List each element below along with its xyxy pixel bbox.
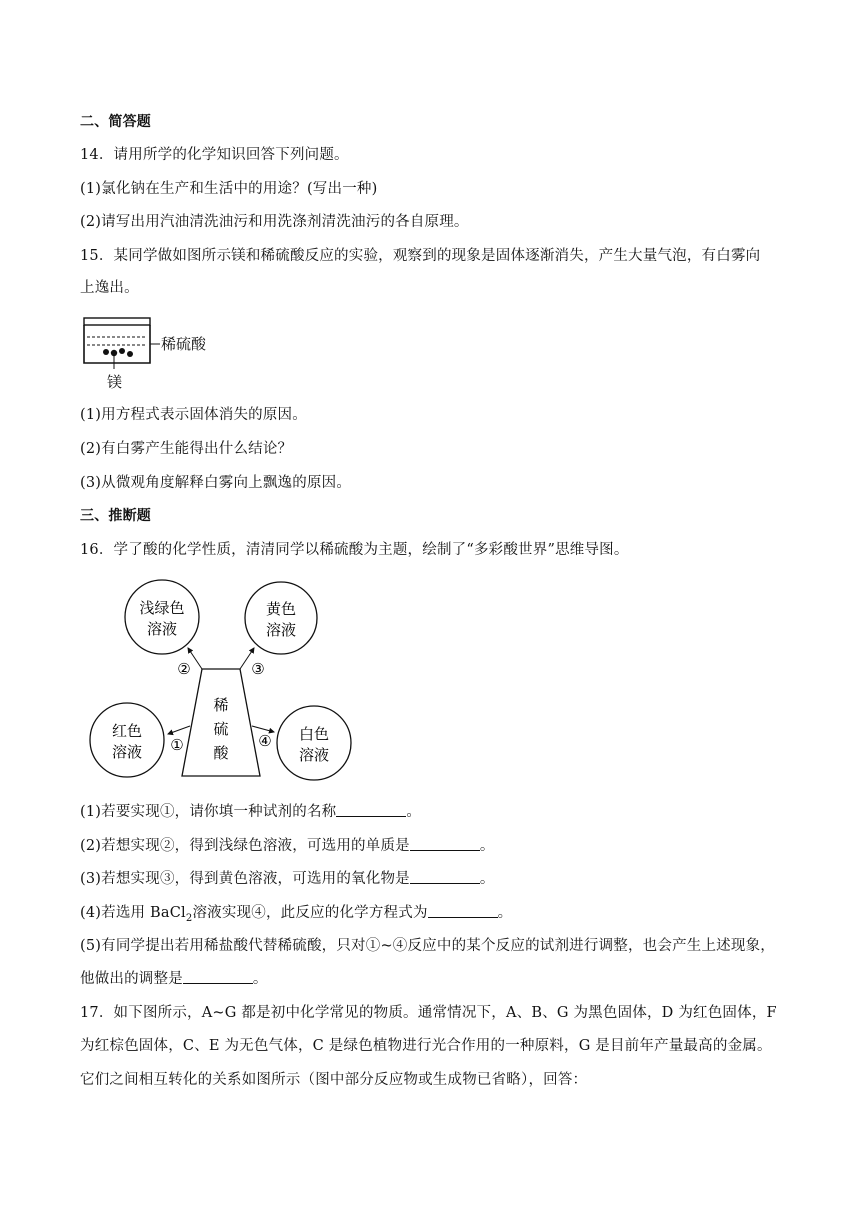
q16-part-5-line-1: (5)有同学提出若用稀盐酸代替稀硫酸，只对①~④反应中的某个反应的试剂进行调整，也会产生上述现象， [80,938,775,954]
circle-white [277,706,351,780]
answer-blank[interactable] [428,903,498,918]
magnesium-acid-figure [78,315,218,395]
circle-yellow-text-2: 溶液 [265,621,297,639]
center-char-3: 酸 [213,744,229,762]
section-heading-inference: 三、推断题 [80,508,151,524]
answer-blank[interactable] [336,802,406,817]
answer-blank[interactable] [183,969,253,984]
label-1: ① [170,736,184,754]
figure-label-magnesium: 镁 [107,373,123,391]
label-3: ③ [251,660,265,678]
circle-red-text-2: 溶液 [111,743,143,761]
center-char-2: 硫 [213,720,229,738]
q16-part-5-line-2: 他做出的调整是 。 [80,971,268,987]
label-4: ④ [258,732,272,750]
center-char-1: 稀 [213,696,229,714]
q14-part-2: (2)请写出用汽油清洗油污和用洗涤剂清洗油污的各自原理。 [80,214,469,230]
q15-stem-line-2: 上逸出。 [80,280,139,296]
section-heading-short-answer: 二、简答题 [80,114,151,130]
figure-label-sulfuric-acid: 稀硫酸 [161,335,207,353]
q17-line-1: 17．如下图所示，A~G 都是初中化学常见的物质。通常情况下，A、B、G 为黑色固体，D 为红色固体，F [80,1005,777,1021]
q15-part-1: (1)用方程式表示固体消失的原因。 [80,407,307,423]
q14-part-1: (1)氯化钠在生产和生活中的用途？(写出一种) [80,181,378,197]
q16-part-4: (4)若选用 BaCl$_2$溶液实现④，此反应的化学方程式为 。 [80,905,513,924]
circle-light-green [125,580,199,654]
circle-light-green-text-2: 溶液 [146,620,178,638]
circle-white-text-2: 溶液 [298,746,330,764]
answer-blank[interactable] [410,836,480,851]
q15-part-2: (2)有白雾产生能得出什么结论？ [80,441,293,457]
circle-white-text-1: 白色 [298,725,330,743]
circle-yellow-text-1: 黄色 [265,600,297,618]
answer-blank[interactable] [410,869,480,884]
circle-light-green-text-1: 浅绿色 [139,599,185,617]
q14-stem: 14．请用所学的化学知识回答下列问题。 [80,147,349,163]
q17-line-3: 它们之间相互转化的关系如图所示（图中部分反应物或生成物已省略），回答： [80,1072,588,1088]
q15-part-3: (3)从微观角度解释白雾向上飘逸的原因。 [80,475,352,491]
q16-part-2: (2)若想实现②，得到浅绿色溶液，可选用的单质是 。 [80,838,495,854]
q15-stem-line-1: 15．某同学做如图所示镁和稀硫酸反应的实验，观察到的现象是固体逐渐消失，产生大量气泡，有白雾向 [80,248,761,264]
q16-part-3: (3)若想实现③，得到黄色溶液，可选用的氧化物是 。 [80,871,495,887]
circle-yellow [245,582,317,654]
circle-red [90,703,164,777]
dilute-sulfuric-acid-mind-map [80,578,370,788]
q16-stem: 16．学了酸的化学性质，清清同学以稀硫酸为主题，绘制了“多彩酸世界”思维导图。 [80,542,629,558]
circle-red-text-1: 红色 [111,722,143,740]
q17-line-2: 为红棕色固体，C、E 为无色气体，C 是绿色植物进行光合作用的一种原料，G 是目前年产量最高的金属。 [80,1038,772,1054]
arrow-1 [168,726,190,734]
q16-part-1: (1)若要实现①，请你填一种试剂的名称 。 [80,804,422,820]
label-2: ② [177,660,191,678]
